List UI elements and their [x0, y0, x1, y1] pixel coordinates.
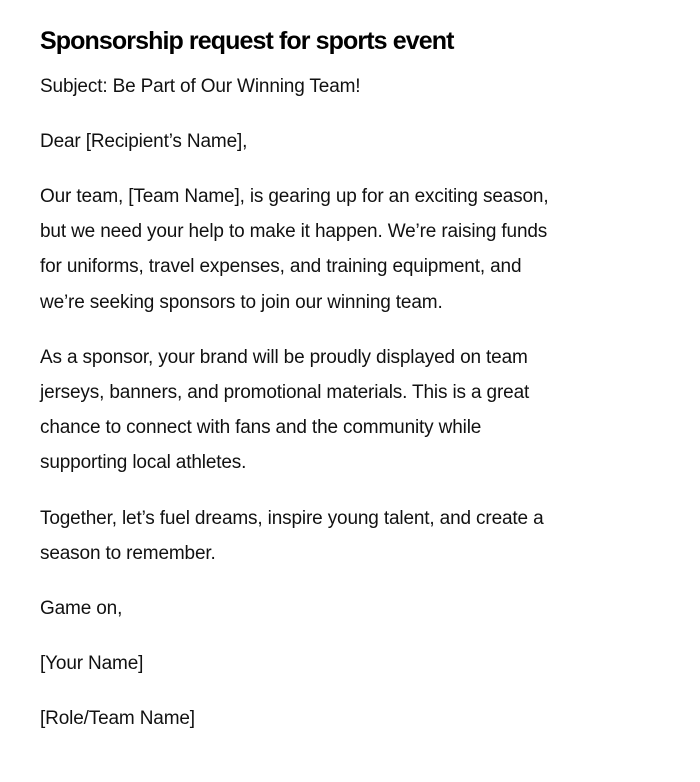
- signature-name: [Your Name]: [40, 653, 144, 674]
- paragraph-line: jerseys, banners, and promotional materials. This is a great: [40, 382, 530, 403]
- subject-line: Subject: Be Part of Our Winning Team!: [40, 76, 361, 97]
- paragraph-line: Our team, [Team Name], is gearing up for an exciting season,: [40, 186, 549, 207]
- salutation: Dear [Recipient’s Name],: [40, 131, 248, 152]
- paragraph-line: but we need your help to make it happen. We’re raising funds: [40, 221, 548, 242]
- document-title: Sponsorship request for sports event: [40, 27, 454, 55]
- signature-role: [Role/Team Name]: [40, 708, 195, 729]
- paragraph-line: we’re seeking sponsors to join our winning team.: [40, 292, 443, 313]
- paragraph-line: season to remember.: [40, 543, 216, 564]
- paragraph-line: chance to connect with fans and the community while: [40, 417, 482, 438]
- paragraph-line: supporting local athletes.: [40, 452, 247, 473]
- paragraph-line: for uniforms, travel expenses, and training equipment, and: [40, 256, 522, 277]
- closing-line: Game on,: [40, 598, 123, 619]
- paragraph-line: Together, let’s fuel dreams, inspire young talent, and create a: [40, 508, 544, 529]
- paragraph-line: As a sponsor, your brand will be proudly displayed on team: [40, 347, 528, 368]
